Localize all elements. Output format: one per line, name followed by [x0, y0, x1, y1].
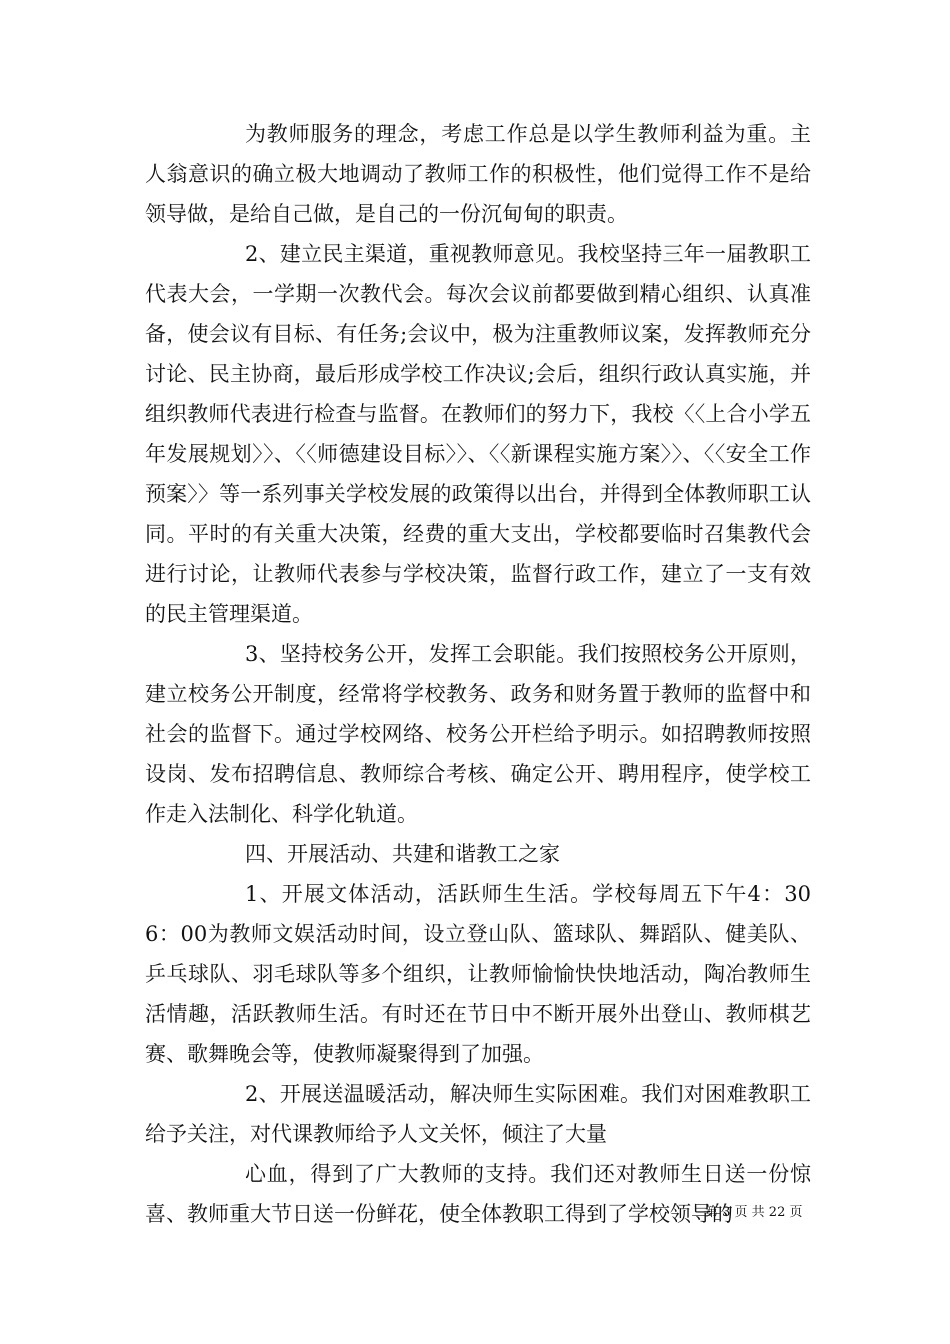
- paragraph-sports-activities: 1、开展文体活动，活跃师生生活。学校每周五下午4：306：00为教师文娱活动时间，设立登山队、篮球队、舞蹈队、健美队、乒乓球队、羽毛球队等多个组织，让教师愉愉快快地活动，陶冶教师生活情趣，活跃教师生活。有时还在节日中不断开展外出登山、教师棋艺赛、歌舞晚会等，使教师凝聚得到了加强。: [145, 882, 811, 1066]
- paragraph-warmth-activities: 2、开展送温暖活动，解决师生实际困难。我们对困难教职工给予关注，对代课教师给予人文关怀，倾注了大量: [145, 1082, 811, 1146]
- paragraph-school-affairs-open: 3、坚持校务公开，发挥工会职能。我们按照校务公开原则，建立校务公开制度，经常将学校教务、政务和财务置于教师的监督中和社会的监督下。通过学校网络、校务公开栏给予明示。如招聘教师按照设岗、发布招聘信息、教师综合考核、确定公开、聘用程序，使学校工作走入法制化、科学化轨道。: [145, 642, 811, 826]
- paragraph-teacher-service: 为教师服务的理念，考虑工作总是以学生教师利益为重。主人翁意识的确立极大地调动了教师工作的积极性，他们觉得工作不是给领导做，是给自己做，是自己的一份沉甸甸的职责。: [145, 122, 811, 226]
- section-heading-activities: 四、开展活动、共建和谐教工之家: [245, 842, 560, 866]
- paragraph-democratic-channel: 2、建立民主渠道，重视教师意见。我校坚持三年一届教职工代表大会，一学期一次教代会。每次会议前都要做到精心组织、认真准备，使会议有目标、有任务;会议中，极为注重教师议案，发挥教师充分讨论、民主协商，最后形成学校工作决议;会后，组织行政认真实施，并组织教师代表进行检查与监督。在教师们的努力下，我校〈〈上合小学五年发展规划〉〉、〈〈师德建设目标〉〉、〈〈新课程实施方案〉〉、〈〈安全工作预案〉〉等一系列事关学校发展的政策得以出台，并得到全体教师职工认同。平时的有关重大决策，经费的重大支出，学校都要临时召集教代会进行讨论，让教师代表参与学校决策，监督行政工作，建立了一支有效的民主管理渠道。: [145, 242, 811, 626]
- document-body: [145, 114, 811, 1234]
- page-number: 第 3 页 共 22 页: [705, 1205, 803, 1220]
- paragraph-continuation: 心血，得到了广大教师的支持。我们还对教师生日送一份惊喜、教师重大节日送一份鲜花，使全体教职工得到了学校领导的: [145, 1162, 811, 1226]
